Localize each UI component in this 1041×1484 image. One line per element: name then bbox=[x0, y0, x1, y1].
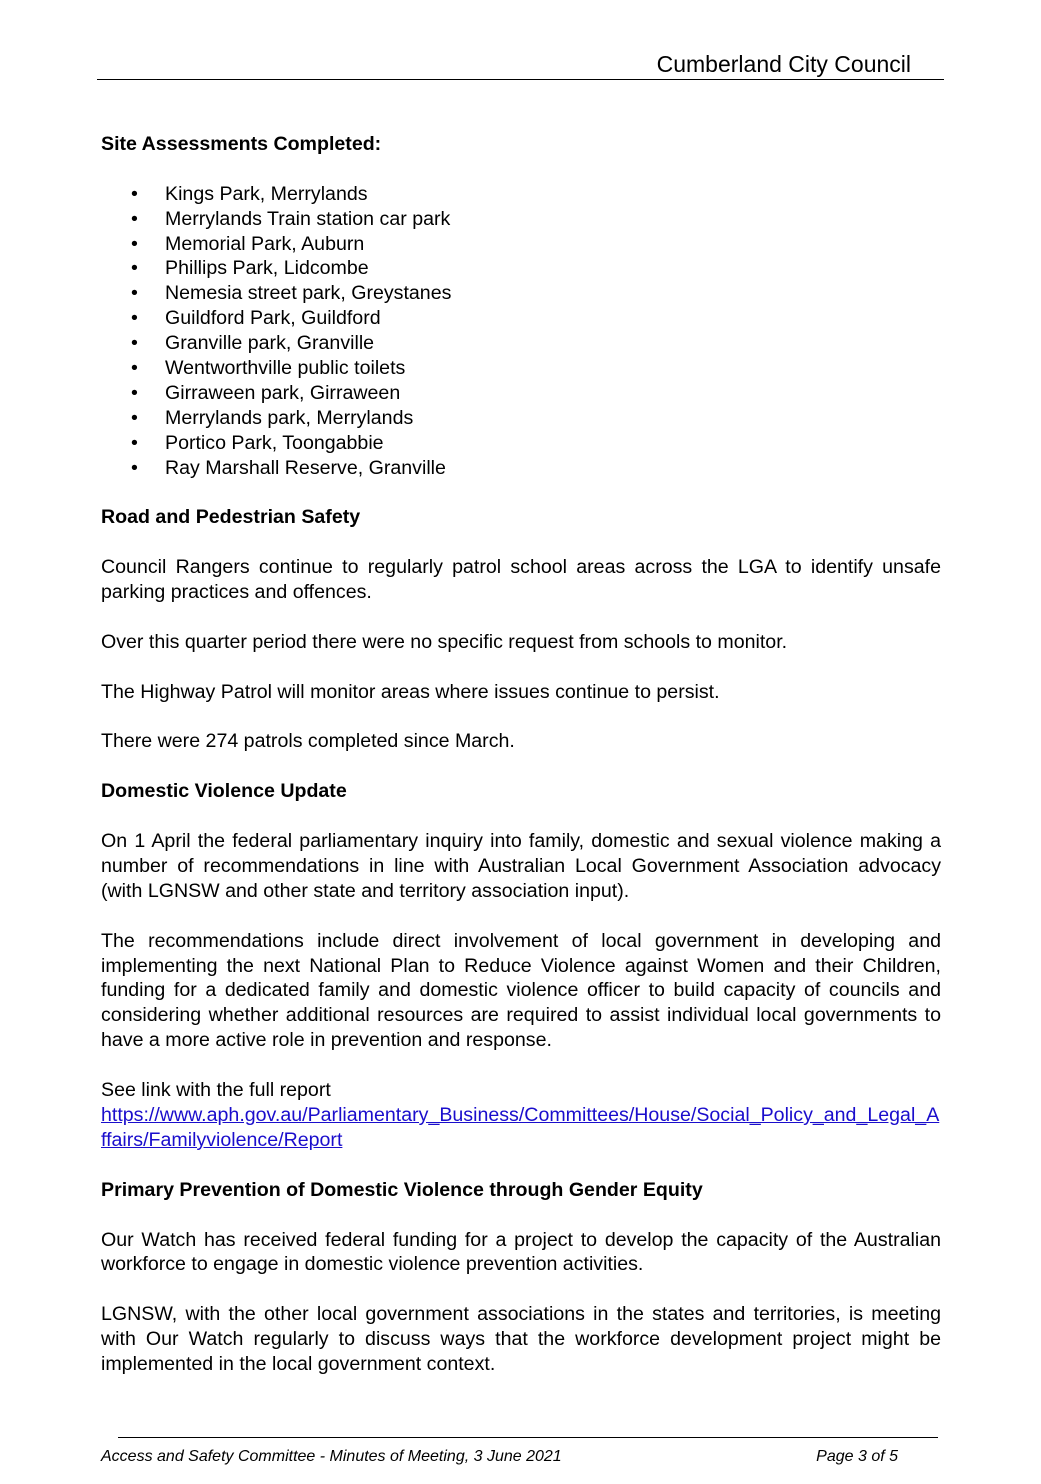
site-assessments-list bbox=[101, 182, 941, 481]
list-item-label: Merrylands Train station car park bbox=[165, 207, 451, 230]
report-link[interactable]: https://www.aph.gov.au/Parliamentary_Business/Committees/House/Social_Policy_and_Legal_Affairs/Familyviolence/Report bbox=[101, 1104, 940, 1151]
primary-prevention-paragraph: Our Watch has received federal funding for a project to develop the capacity of the Australian workforce to engage in domestic violence prevention activities. bbox=[101, 1228, 941, 1276]
bullet-marker: • bbox=[131, 406, 138, 429]
footer-meeting-title: Access and Safety Committee - Minutes of Meeting, 3 June 2021 bbox=[101, 1448, 562, 1465]
document-body bbox=[101, 132, 941, 1402]
list-item bbox=[101, 306, 941, 331]
road-safety-heading: Road and Pedestrian Safety bbox=[101, 506, 361, 529]
domestic-violence-heading: Domestic Violence Update bbox=[101, 780, 347, 803]
road-safety-paragraph: Over this quarter period there were no specific request from schools to monitor. bbox=[101, 630, 788, 653]
list-item-label: Wentworthville public toilets bbox=[165, 357, 406, 380]
list-item bbox=[101, 356, 941, 381]
list-item bbox=[101, 207, 941, 232]
road-safety-paragraph: There were 274 patrols completed since March. bbox=[101, 730, 515, 753]
list-item bbox=[101, 431, 941, 456]
list-item-label: Ray Marshall Reserve, Granville bbox=[165, 456, 446, 479]
header-organization: Cumberland City Council bbox=[656, 51, 911, 77]
bullet-marker: • bbox=[131, 182, 138, 205]
bullet-marker: • bbox=[131, 332, 138, 355]
list-item-label: Phillips Park, Lidcombe bbox=[165, 257, 369, 280]
list-item-label: Kings Park, Merrylands bbox=[165, 182, 368, 205]
footer-page-number: Page 3 of 5 bbox=[816, 1448, 898, 1465]
bullet-marker: • bbox=[131, 381, 138, 404]
list-item-label: Girraween park, Girraween bbox=[165, 381, 401, 404]
list-item-label: Memorial Park, Auburn bbox=[165, 232, 365, 255]
list-item bbox=[101, 232, 941, 257]
bullet-marker: • bbox=[131, 282, 138, 305]
primary-prevention-heading: Primary Prevention of Domestic Violence through Gender Equity bbox=[101, 1178, 703, 1201]
bullet-marker: • bbox=[131, 232, 138, 255]
list-item bbox=[101, 456, 941, 481]
list-item-label: Merrylands park, Merrylands bbox=[165, 406, 414, 429]
domestic-violence-paragraph: The recommendations include direct involvement of local government in developing and implementing the next National Plan to Reduce Violence against Women and their Children, funding for a dedicated family and domestic violence officer to build capacity of councils and considering whether additional resources are required to assist individual local governments to have a more active role in prevention and response. bbox=[101, 929, 941, 1052]
list-item bbox=[101, 406, 941, 431]
list-item-label: Portico Park, Toongabbie bbox=[165, 431, 384, 454]
domestic-violence-paragraph: On 1 April the federal parliamentary inquiry into family, domestic and sexual violence making a number of recommendations in line with Australian Local Government Association advocacy (with LGNSW and other state and territory association input). bbox=[101, 830, 941, 902]
bullet-marker: • bbox=[131, 307, 138, 330]
bullet-marker: • bbox=[131, 431, 138, 454]
road-safety-paragraph: Council Rangers continue to regularly patrol school areas across the LGA to identify unsafe parking practices and offences. bbox=[101, 556, 941, 604]
list-item-label: Nemesia street park, Greystanes bbox=[165, 282, 452, 305]
road-safety-paragraph: The Highway Patrol will monitor areas where issues continue to persist. bbox=[101, 680, 720, 703]
list-item bbox=[101, 256, 941, 281]
header-divider bbox=[97, 79, 944, 80]
list-item bbox=[101, 281, 941, 306]
list-item bbox=[101, 381, 941, 406]
report-link-intro: See link with the full report bbox=[101, 1079, 331, 1102]
list-item bbox=[101, 182, 941, 207]
bullet-marker: • bbox=[131, 357, 138, 380]
footer-divider bbox=[118, 1437, 938, 1438]
list-item bbox=[101, 331, 941, 356]
bullet-marker: • bbox=[131, 456, 138, 479]
list-item-label: Guildford Park, Guildford bbox=[165, 307, 381, 330]
bullet-marker: • bbox=[131, 207, 138, 230]
bullet-marker: • bbox=[131, 257, 138, 280]
primary-prevention-paragraph: LGNSW, with the other local government associations in the states and territories, is meeting with Our Watch regularly to discuss ways that the workforce development project might be implemented in the local government context. bbox=[101, 1303, 941, 1376]
report-link-paragraph bbox=[101, 1078, 941, 1153]
list-item-label: Granville park, Granville bbox=[165, 332, 375, 355]
site-assessments-heading: Site Assessments Completed: bbox=[101, 133, 382, 155]
